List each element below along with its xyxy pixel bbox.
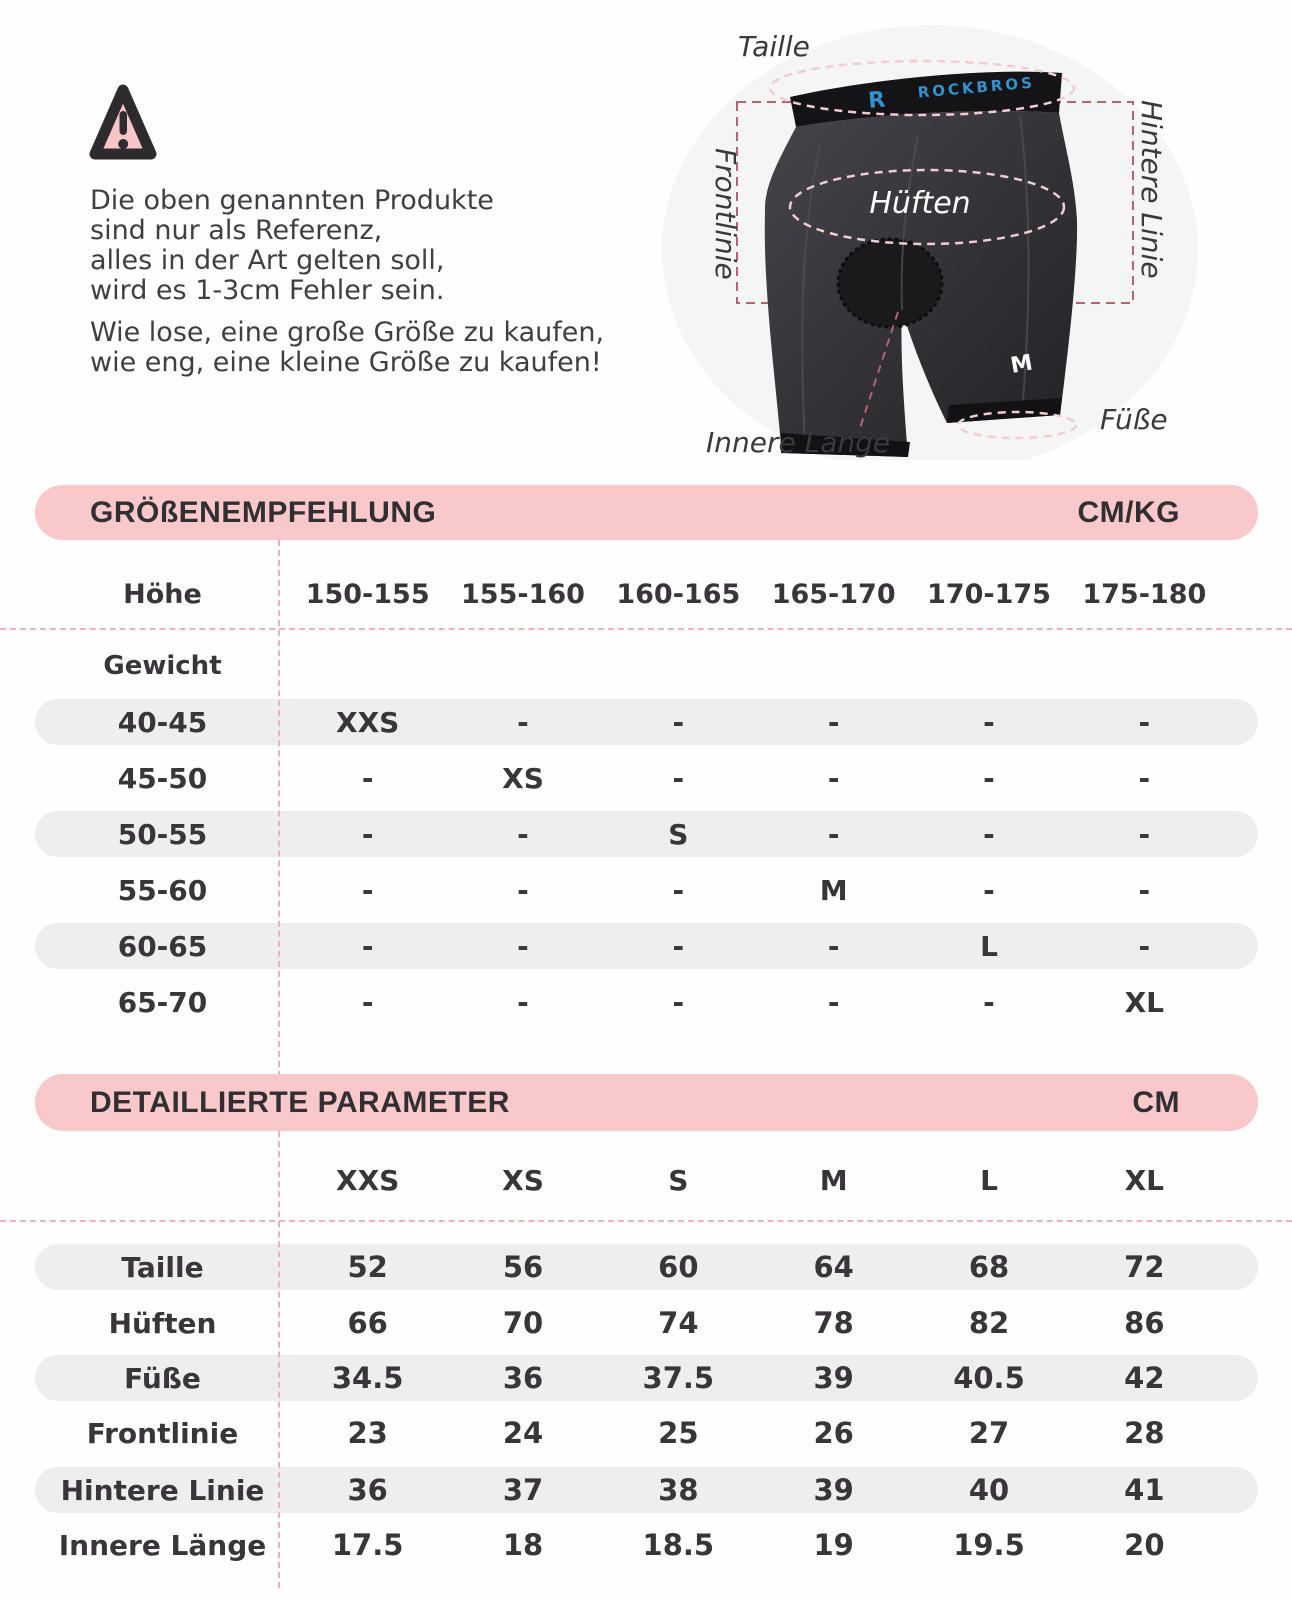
brand-logo-icon: R <box>867 87 887 114</box>
param-table-unit: CM <box>1132 1085 1180 1119</box>
param-label: Innere Länge <box>58 1528 267 1562</box>
size-cell: L <box>980 929 998 963</box>
label-hintere-linie: Hintere Linie <box>1135 100 1168 279</box>
table-row <box>35 1522 1258 1568</box>
param-label: Hüften <box>108 1306 217 1340</box>
leg-logo-icon: M <box>1008 350 1035 379</box>
size-cell: - <box>983 873 995 907</box>
table-row <box>35 979 1258 1025</box>
size-table-unit: CM/KG <box>1077 495 1180 529</box>
size-col: M <box>819 1163 848 1197</box>
param-value: 34.5 <box>331 1361 404 1395</box>
size-cell: - <box>1138 705 1151 739</box>
param-table-header-bar <box>35 1074 1258 1131</box>
table-row <box>35 811 1258 857</box>
height-header-row <box>35 566 1258 622</box>
height-col: 170-175 <box>927 578 1051 610</box>
param-value: 37 <box>502 1473 544 1507</box>
weight-range: 50-55 <box>117 817 208 851</box>
param-value: 56 <box>502 1250 544 1284</box>
table-row <box>35 1467 1258 1513</box>
size-col: XXS <box>335 1163 400 1197</box>
size-cell: - <box>517 705 529 739</box>
param-value: 40.5 <box>953 1361 1025 1395</box>
table-row <box>35 1244 1258 1290</box>
table-row <box>35 1355 1258 1401</box>
height-col: 160-165 <box>616 578 741 610</box>
param-value: 25 <box>658 1416 699 1450</box>
param-value: 74 <box>658 1306 699 1340</box>
header-divider-line <box>0 628 1292 630</box>
param-label: Taille <box>121 1250 204 1284</box>
param-label: Hintere Linie <box>60 1473 265 1507</box>
chamois-pad <box>838 239 942 327</box>
param-value: 70 <box>502 1306 544 1340</box>
weight-range: 65-70 <box>117 985 208 1019</box>
size-cell: XL <box>1124 985 1165 1019</box>
size-cell: - <box>672 873 685 907</box>
size-header-row <box>35 1152 1258 1208</box>
size-cell: - <box>361 873 374 907</box>
size-cell: - <box>361 985 374 1019</box>
size-col: S <box>668 1163 689 1197</box>
param-value: 66 <box>347 1306 388 1340</box>
size-cell: - <box>672 929 685 963</box>
label-taille: Taille <box>738 30 810 63</box>
label-frontlinie: Frontlinie <box>709 148 742 280</box>
shorts-photo <box>650 15 1292 460</box>
param-value: 23 <box>347 1416 388 1450</box>
size-cell: XS <box>502 761 544 795</box>
size-cell: S <box>668 817 689 851</box>
size-cell: - <box>517 873 529 907</box>
param-value: 39 <box>813 1473 854 1507</box>
param-value: 64 <box>813 1250 854 1284</box>
size-cell: - <box>1138 761 1151 795</box>
size-cell: - <box>517 985 529 1019</box>
height-col: 175-180 <box>1082 578 1207 610</box>
size-cell: - <box>827 705 840 739</box>
size-col: XS <box>502 1163 544 1197</box>
param-value: 17.5 <box>331 1528 404 1562</box>
size-cell: - <box>672 985 685 1019</box>
size-col: L <box>980 1163 998 1197</box>
weight-range: 55-60 <box>117 873 208 907</box>
size-cell: - <box>827 817 840 851</box>
notice-line: alles in der Art gelten soll, <box>90 245 445 276</box>
table-row <box>35 1300 1258 1346</box>
size-cell: - <box>672 761 685 795</box>
size-cell: - <box>983 985 995 1019</box>
param-value: 26 <box>813 1416 854 1450</box>
param-value: 36 <box>347 1473 388 1507</box>
size-cell: - <box>1138 873 1151 907</box>
size-col: XL <box>1124 1163 1165 1197</box>
size-cell: - <box>361 929 374 963</box>
param-value: 60 <box>658 1250 699 1284</box>
size-cell: - <box>827 761 840 795</box>
notice-paragraph-2 <box>90 318 604 378</box>
height-col: 155-160 <box>461 578 585 610</box>
param-value: 19.5 <box>953 1528 1025 1562</box>
label-innere-laenge: Innere Länge <box>706 426 891 459</box>
table-row <box>35 755 1258 801</box>
height-col: 165-170 <box>771 578 896 610</box>
size-cell: - <box>672 705 685 739</box>
weight-range: 60-65 <box>117 929 208 963</box>
param-value: 36 <box>502 1361 544 1395</box>
param-value: 42 <box>1124 1361 1165 1395</box>
weight-label: Gewicht <box>103 651 222 681</box>
height-col: 150-155 <box>305 578 430 610</box>
param-label: Füße <box>124 1361 201 1395</box>
size-cell: - <box>517 817 529 851</box>
size-cell: - <box>361 761 374 795</box>
param-value: 72 <box>1124 1250 1165 1284</box>
height-label: Höhe <box>123 578 202 610</box>
size-table-title: GRÖßENEMPFEHLUNG <box>90 495 437 529</box>
param-label: Frontlinie <box>86 1416 239 1450</box>
param-value: 19 <box>813 1528 854 1562</box>
param-value: 38 <box>658 1473 699 1507</box>
size-cell: - <box>983 817 995 851</box>
label-hueften: Hüften <box>869 186 971 221</box>
size-cell: XXS <box>335 705 400 739</box>
label-fuesse: Füße <box>1100 403 1168 436</box>
param-value: 78 <box>813 1306 854 1340</box>
size-cell: - <box>361 817 374 851</box>
param-value: 39 <box>813 1361 854 1395</box>
column-divider-line <box>278 540 280 1588</box>
weight-header-row <box>35 643 1258 689</box>
table-row <box>35 923 1258 969</box>
param-value: 52 <box>347 1250 388 1284</box>
header-divider-line <box>0 1220 1292 1222</box>
param-value: 20 <box>1124 1528 1165 1562</box>
notice-line: wie eng, eine kleine Größe zu kaufen! <box>90 347 602 378</box>
size-cell: M <box>819 873 848 907</box>
param-value: 37.5 <box>642 1361 715 1395</box>
notice-line: wird es 1-3cm Fehler sein. <box>90 275 445 306</box>
param-table-title: DETAILLIERTE PARAMETER <box>90 1085 510 1119</box>
size-cell: - <box>517 929 529 963</box>
param-value: 27 <box>968 1416 1010 1450</box>
notice-line: Die oben genannten Produkte <box>90 185 494 216</box>
param-value: 68 <box>968 1250 1010 1284</box>
brand-name: ROCKBROS <box>916 73 1036 102</box>
warning-icon <box>85 78 161 170</box>
param-value: 86 <box>1124 1306 1165 1340</box>
size-cell: - <box>827 929 840 963</box>
param-value: 24 <box>502 1416 544 1450</box>
weight-range: 45-50 <box>117 761 208 795</box>
param-value: 41 <box>1124 1473 1165 1507</box>
notice-paragraph-1 <box>90 186 494 306</box>
param-value: 18 <box>502 1528 544 1562</box>
param-value: 18.5 <box>642 1528 715 1562</box>
param-value: 28 <box>1124 1416 1165 1450</box>
table-row <box>35 867 1258 913</box>
param-value: 40 <box>968 1473 1010 1507</box>
table-row <box>35 1410 1258 1456</box>
size-cell: - <box>827 985 840 1019</box>
size-cell: - <box>983 705 995 739</box>
param-value: 82 <box>968 1306 1010 1340</box>
size-table-header-bar <box>35 485 1258 540</box>
notice-line: sind nur als Referenz, <box>90 215 383 246</box>
size-cell: - <box>1138 929 1151 963</box>
notice-line: Wie lose, eine große Größe zu kaufen, <box>90 317 605 348</box>
weight-range: 40-45 <box>117 705 208 739</box>
table-row <box>35 699 1258 745</box>
size-cell: - <box>1138 817 1151 851</box>
size-cell: - <box>983 761 995 795</box>
